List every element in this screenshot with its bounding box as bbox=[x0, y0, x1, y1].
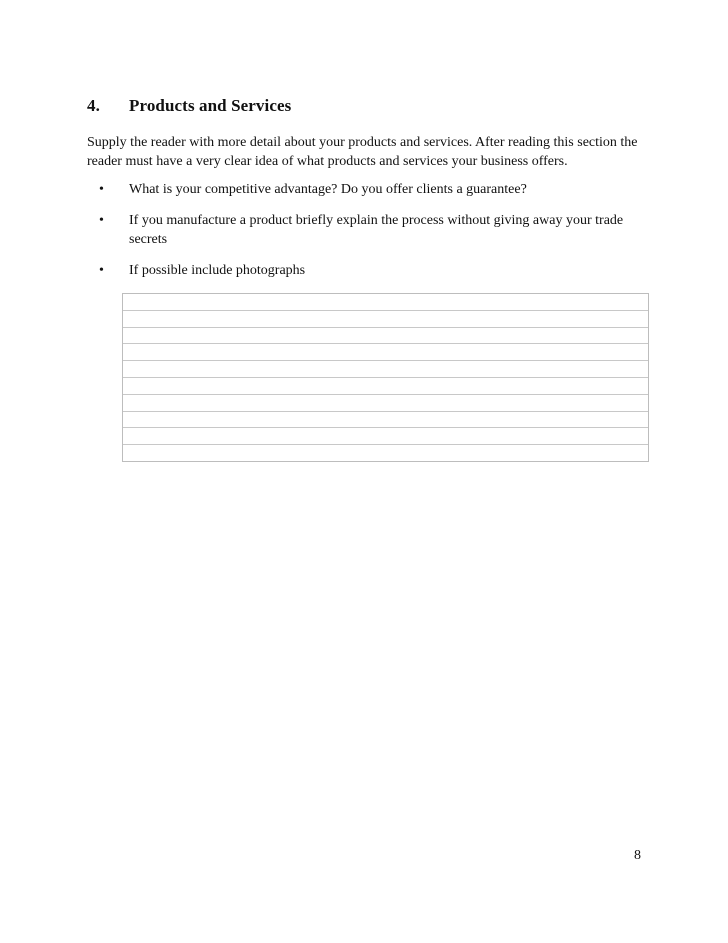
section-heading bbox=[87, 96, 291, 116]
writing-line bbox=[123, 294, 648, 311]
bullet-list bbox=[99, 180, 639, 292]
bullet-text: If you manufacture a product briefly explain the process without giving away your trade secrets bbox=[129, 213, 624, 247]
bullet-text: What is your competitive advantage? Do you offer clients a guarantee? bbox=[129, 182, 527, 197]
bullet-item bbox=[99, 261, 639, 280]
writing-line bbox=[123, 311, 648, 328]
writing-line bbox=[123, 361, 648, 378]
bullet-dot-icon: • bbox=[99, 263, 104, 278]
bullet-text: If possible include photographs bbox=[129, 263, 306, 278]
section-number: 4. bbox=[87, 96, 100, 115]
page-number: 8 bbox=[634, 848, 641, 863]
writing-line bbox=[123, 395, 648, 412]
bullet-dot-icon: • bbox=[99, 213, 104, 228]
writing-line bbox=[123, 412, 648, 429]
writing-line bbox=[123, 445, 648, 462]
writing-line bbox=[123, 328, 648, 345]
section-title: Products and Services bbox=[129, 96, 292, 115]
writing-lines-box[interactable] bbox=[122, 293, 649, 462]
writing-line bbox=[123, 428, 648, 445]
bullet-item bbox=[99, 180, 639, 199]
section-intro-paragraph: Supply the reader with more detail about your products and services. After reading this section the reader must have a very clear idea of what products and services your business offers. bbox=[87, 135, 638, 169]
writing-line bbox=[123, 344, 648, 361]
bullet-dot-icon: • bbox=[99, 182, 104, 197]
writing-line bbox=[123, 378, 648, 395]
bullet-item bbox=[99, 211, 639, 249]
